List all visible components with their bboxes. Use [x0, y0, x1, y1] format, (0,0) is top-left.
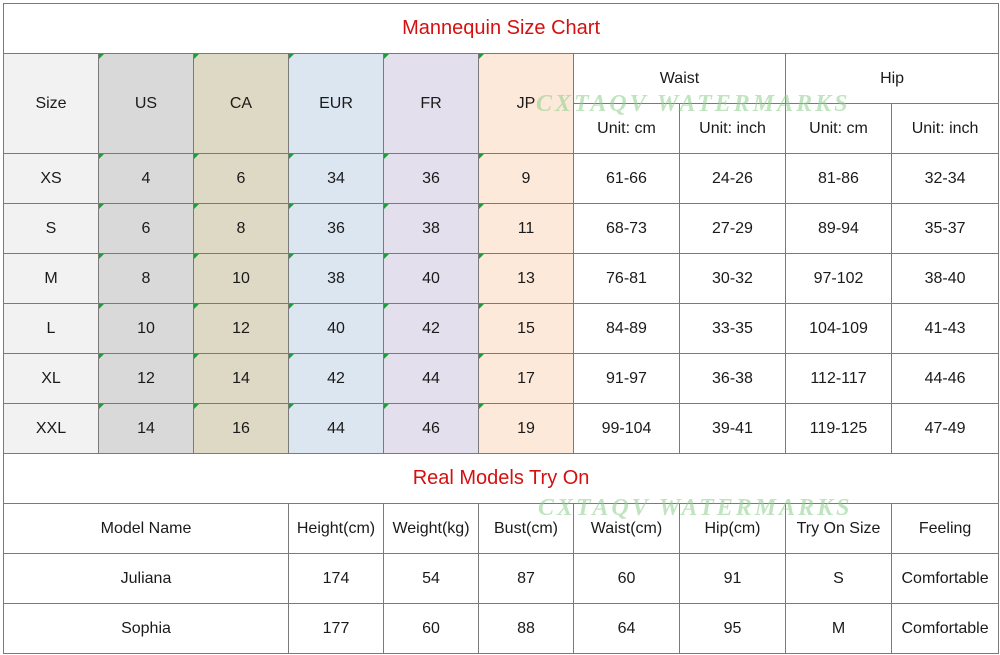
header-waist-cm: Unit: cm	[574, 104, 680, 154]
cell-jp: 15	[479, 304, 574, 354]
cell-waist-cm: 91-97	[574, 354, 680, 404]
cell-eur: 38	[289, 254, 384, 304]
cell-size: XXL	[4, 404, 99, 454]
header-ca: CA	[194, 54, 289, 154]
cell-ca: 14	[194, 354, 289, 404]
header-bust: Bust(cm)	[479, 504, 574, 554]
cell-waist-inch: 27-29	[680, 204, 786, 254]
header-jp: JP	[479, 54, 574, 154]
cell-fr: 44	[384, 354, 479, 404]
cell-fr: 40	[384, 254, 479, 304]
size-row	[4, 304, 999, 354]
cell-hip-cm: 119-125	[786, 404, 892, 454]
model-row	[4, 554, 999, 604]
cell-us: 6	[99, 204, 194, 254]
model-bust: 88	[479, 604, 574, 654]
cell-waist-inch: 36-38	[680, 354, 786, 404]
watermark-bottom: CXTAQV WATERMARKS	[538, 495, 853, 521]
cell-hip-cm: 89-94	[786, 204, 892, 254]
model-weight: 54	[384, 554, 479, 604]
cell-hip-inch: 38-40	[892, 254, 999, 304]
header-us: US	[99, 54, 194, 154]
cell-hip-cm: 104-109	[786, 304, 892, 354]
model-height: 174	[289, 554, 384, 604]
cell-ca: 12	[194, 304, 289, 354]
model-name: Sophia	[4, 604, 289, 654]
header-size: Size	[4, 54, 99, 154]
cell-size: L	[4, 304, 99, 354]
cell-waist-inch: 24-26	[680, 154, 786, 204]
cell-size: XL	[4, 354, 99, 404]
cell-fr: 46	[384, 404, 479, 454]
size-row	[4, 254, 999, 304]
cell-us: 8	[99, 254, 194, 304]
cell-ca: 6	[194, 154, 289, 204]
cell-eur: 44	[289, 404, 384, 454]
cell-eur: 34	[289, 154, 384, 204]
cell-jp: 19	[479, 404, 574, 454]
header-hip-inch: Unit: inch	[892, 104, 999, 154]
cell-hip-cm: 97-102	[786, 254, 892, 304]
model-feeling: Comfortable	[892, 554, 999, 604]
model-row	[4, 604, 999, 654]
cell-hip-cm: 112-117	[786, 354, 892, 404]
header-hip: Hip	[786, 54, 999, 104]
model-hip: 95	[680, 604, 786, 654]
model-height: 177	[289, 604, 384, 654]
size-chart-sheet	[3, 3, 998, 652]
size-chart-table	[3, 3, 999, 654]
model-waist: 60	[574, 554, 680, 604]
cell-hip-cm: 81-86	[786, 154, 892, 204]
model-size: S	[786, 554, 892, 604]
cell-fr: 38	[384, 204, 479, 254]
cell-ca: 10	[194, 254, 289, 304]
cell-waist-inch: 39-41	[680, 404, 786, 454]
cell-hip-inch: 41-43	[892, 304, 999, 354]
cell-waist-cm: 61-66	[574, 154, 680, 204]
size-row	[4, 354, 999, 404]
header-feeling: Feeling	[892, 504, 999, 554]
cell-us: 4	[99, 154, 194, 204]
cell-size: S	[4, 204, 99, 254]
size-row	[4, 154, 999, 204]
cell-fr: 42	[384, 304, 479, 354]
cell-jp: 17	[479, 354, 574, 404]
cell-eur: 40	[289, 304, 384, 354]
cell-size: XS	[4, 154, 99, 204]
header-height: Height(cm)	[289, 504, 384, 554]
cell-jp: 11	[479, 204, 574, 254]
model-feeling: Comfortable	[892, 604, 999, 654]
cell-hip-inch: 47-49	[892, 404, 999, 454]
cell-waist-cm: 68-73	[574, 204, 680, 254]
cell-waist-cm: 76-81	[574, 254, 680, 304]
cell-waist-cm: 99-104	[574, 404, 680, 454]
model-hip: 91	[680, 554, 786, 604]
header-model-waist: Waist(cm)	[574, 504, 680, 554]
cell-hip-inch: 35-37	[892, 204, 999, 254]
cell-hip-inch: 44-46	[892, 354, 999, 404]
cell-jp: 13	[479, 254, 574, 304]
cell-hip-inch: 32-34	[892, 154, 999, 204]
cell-us: 14	[99, 404, 194, 454]
cell-ca: 16	[194, 404, 289, 454]
model-weight: 60	[384, 604, 479, 654]
header-eur: EUR	[289, 54, 384, 154]
header-waist: Waist	[574, 54, 786, 104]
header-model-name: Model Name	[4, 504, 289, 554]
cell-waist-inch: 30-32	[680, 254, 786, 304]
models-title: Real Models Try On	[4, 454, 999, 504]
model-waist: 64	[574, 604, 680, 654]
header-waist-inch: Unit: inch	[680, 104, 786, 154]
header-model-hip: Hip(cm)	[680, 504, 786, 554]
watermark-top: CXTAQV WATERMARKS	[536, 91, 851, 117]
cell-eur: 42	[289, 354, 384, 404]
cell-us: 10	[99, 304, 194, 354]
model-name: Juliana	[4, 554, 289, 604]
cell-waist-cm: 84-89	[574, 304, 680, 354]
cell-waist-inch: 33-35	[680, 304, 786, 354]
model-bust: 87	[479, 554, 574, 604]
size-row	[4, 204, 999, 254]
header-hip-cm: Unit: cm	[786, 104, 892, 154]
cell-jp: 9	[479, 154, 574, 204]
cell-size: M	[4, 254, 99, 304]
cell-eur: 36	[289, 204, 384, 254]
header-fr: FR	[384, 54, 479, 154]
cell-fr: 36	[384, 154, 479, 204]
model-size: M	[786, 604, 892, 654]
header-weight: Weight(kg)	[384, 504, 479, 554]
header-try-on-size: Try On Size	[786, 504, 892, 554]
cell-ca: 8	[194, 204, 289, 254]
cell-us: 12	[99, 354, 194, 404]
size-row	[4, 404, 999, 454]
mannequin-chart-title: Mannequin Size Chart	[4, 4, 999, 54]
